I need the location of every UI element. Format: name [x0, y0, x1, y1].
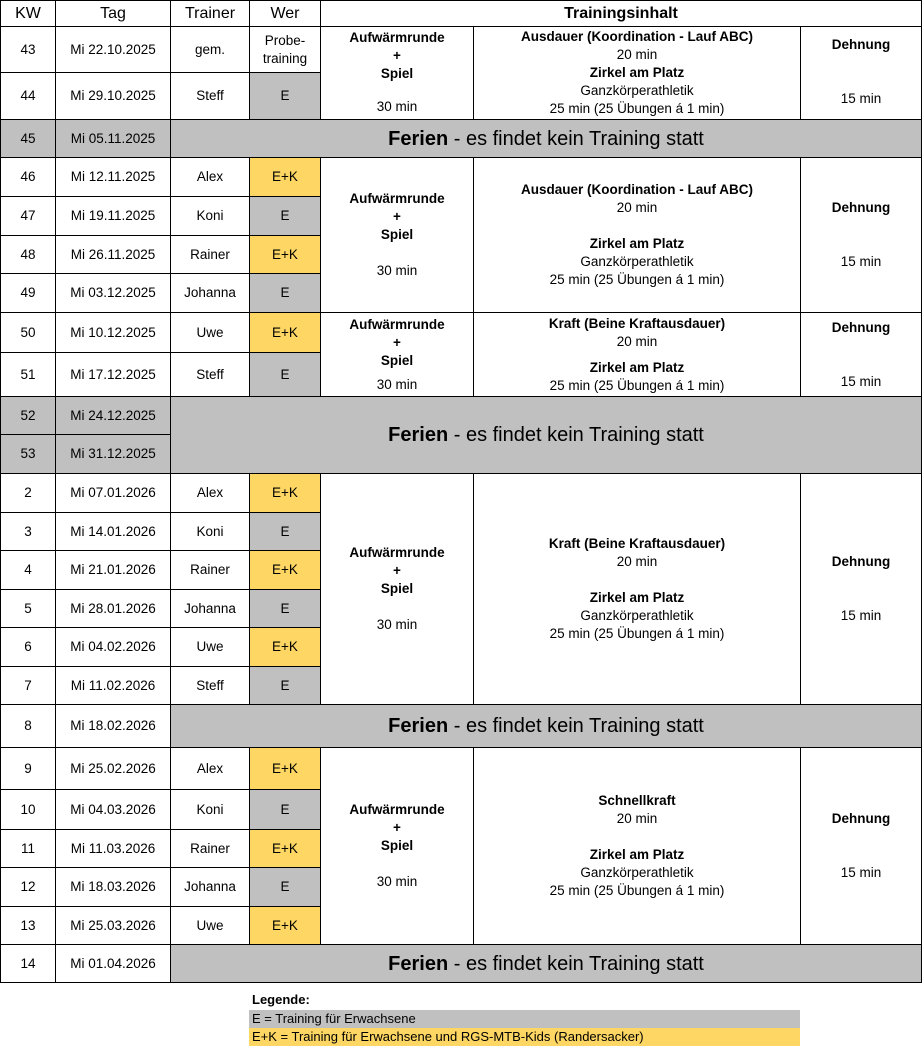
- stretch-duration: 15 min: [840, 373, 882, 389]
- row-kw: 43: [0, 26, 56, 73]
- warmup-game: Spiel: [380, 352, 414, 368]
- holiday-banner: [170, 704, 922, 748]
- row-kw: 12: [0, 867, 56, 907]
- row-wer-badge: E: [249, 72, 321, 120]
- row-wer-badge: E: [249, 867, 321, 907]
- warmup-cell: [320, 26, 474, 120]
- legend-title: Legende:: [252, 992, 310, 1007]
- row-tag: Mi 14.01.2026: [55, 512, 171, 551]
- stretch-duration: 15 min: [840, 254, 882, 269]
- main-focus: Kraft (Beine Kraftausdauer): [548, 315, 726, 331]
- main-content-cell: [473, 26, 801, 120]
- row-wer-badge: E+K: [249, 906, 321, 945]
- row-kw: 14: [0, 944, 56, 983]
- row-trainer: Rainer: [170, 235, 250, 274]
- holiday-label: Ferien: [388, 715, 449, 737]
- row-tag: Mi 18.03.2026: [55, 867, 171, 907]
- stretch-title: Dehnung: [831, 811, 891, 826]
- row-tag: Mi 18.02.2026: [55, 704, 171, 748]
- row-wer-badge: E: [249, 273, 321, 313]
- header-wer: Wer: [249, 0, 321, 27]
- warmup-plus: +: [393, 209, 401, 224]
- holiday-text: - es findet kein Training statt: [448, 424, 704, 446]
- row-wer-badge: E+K: [249, 473, 321, 513]
- row-tag: Mi 11.02.2026: [55, 666, 171, 705]
- stretch-title: Dehnung: [831, 319, 891, 335]
- main-focus-duration: 20 min: [616, 811, 658, 826]
- row-kw: 52: [0, 396, 56, 435]
- row-trainer: Koni: [170, 512, 250, 551]
- circuit-subtitle: Ganzkörperathletik: [580, 254, 694, 269]
- row-trainer: Johanna: [170, 273, 250, 313]
- warmup-duration: 30 min: [376, 376, 418, 392]
- row-wer-badge: E: [249, 512, 321, 551]
- circuit-title: Zirkel am Platz: [589, 236, 685, 251]
- row-wer-badge: E+K: [249, 157, 321, 197]
- row-tag: Mi 31.12.2025: [55, 434, 171, 474]
- row-kw: 46: [0, 157, 56, 197]
- main-content-cell: [473, 312, 801, 397]
- row-wer-badge: E: [249, 589, 321, 628]
- holiday-banner: [170, 396, 922, 474]
- row-wer-badge: E: [249, 352, 321, 397]
- row-trainer: Koni: [170, 196, 250, 236]
- row-wer-badge: E+K: [249, 312, 321, 353]
- row-trainer: Koni: [170, 789, 250, 830]
- main-content-cell: [473, 473, 801, 705]
- main-focus-duration: 20 min: [616, 333, 658, 349]
- row-trainer: Uwe: [170, 312, 250, 353]
- warmup-title: Aufwärmrunde: [349, 545, 445, 560]
- row-wer-badge: E+K: [249, 550, 321, 590]
- row-tag: Mi 24.12.2025: [55, 396, 171, 435]
- holiday-label: Ferien: [388, 127, 449, 150]
- main-focus: Ausdauer (Koordination - Lauf ABC): [521, 182, 753, 197]
- row-kw: 13: [0, 906, 56, 945]
- row-wer-badge: E+K: [249, 829, 321, 868]
- circuit-subtitle: Ganzkörperathletik: [580, 865, 694, 880]
- circuit-title: Zirkel am Platz: [589, 847, 685, 862]
- header-kw: KW: [0, 0, 56, 27]
- row-tag: Mi 17.12.2025: [55, 352, 171, 397]
- warmup-plus: +: [393, 820, 401, 835]
- warmup-cell: [320, 312, 474, 397]
- row-trainer: gem.: [170, 26, 250, 73]
- row-kw: 9: [0, 747, 56, 790]
- row-kw: 6: [0, 627, 56, 667]
- stretch-duration: 15 min: [840, 91, 882, 106]
- main-focus: Schnellkraft: [598, 793, 676, 808]
- row-tag: Mi 29.10.2025: [55, 72, 171, 120]
- row-tag: Mi 19.11.2025: [55, 196, 171, 236]
- circuit-subtitle: Ganzkörperathletik: [580, 608, 694, 623]
- row-kw: 45: [0, 119, 56, 158]
- row-kw: 4: [0, 550, 56, 590]
- row-tag: Mi 26.11.2025: [55, 235, 171, 274]
- row-kw: 8: [0, 704, 56, 748]
- row-trainer: Alex: [170, 157, 250, 197]
- warmup-title: Aufwärmrunde: [349, 191, 445, 206]
- stretch-title: Dehnung: [831, 554, 891, 569]
- stretch-cell: [800, 747, 922, 945]
- main-focus: Kraft (Beine Kraftausdauer): [548, 536, 726, 551]
- row-kw: 49: [0, 273, 56, 313]
- row-trainer: Uwe: [170, 906, 250, 945]
- row-tag: Mi 28.01.2026: [55, 589, 171, 628]
- circuit-title: Zirkel am Platz: [589, 590, 685, 605]
- row-kw: 53: [0, 434, 56, 474]
- warmup-duration: 30 min: [376, 99, 418, 114]
- row-tag: Mi 25.03.2026: [55, 906, 171, 945]
- row-trainer: Alex: [170, 747, 250, 790]
- row-kw: 3: [0, 512, 56, 551]
- row-kw: 5: [0, 589, 56, 628]
- warmup-title: Aufwärmrunde: [349, 30, 445, 45]
- header-trainer: Trainer: [170, 0, 250, 27]
- row-kw: 47: [0, 196, 56, 236]
- legend-ek: E+K = Training für Erwachsene und RGS-MTB-Kids (Randersacker): [249, 1028, 800, 1046]
- row-wer-badge: E: [249, 196, 321, 236]
- holiday-text: - es findet kein Training statt: [448, 715, 704, 737]
- warmup-game: Spiel: [380, 66, 414, 81]
- stretch-cell: [800, 473, 922, 705]
- warmup-duration: 30 min: [376, 263, 418, 278]
- row-trainer: Rainer: [170, 829, 250, 868]
- row-tag: Mi 04.03.2026: [55, 789, 171, 830]
- row-tag: Mi 10.12.2025: [55, 312, 171, 353]
- holiday-banner: [170, 944, 922, 983]
- circuit-duration: 25 min (25 Übungen á 1 min): [549, 272, 725, 287]
- circuit-duration: 25 min (25 Übungen á 1 min): [549, 883, 725, 898]
- warmup-cell: [320, 747, 474, 945]
- row-tag: Mi 11.03.2026: [55, 829, 171, 868]
- main-focus: Ausdauer (Koordination - Lauf ABC): [521, 29, 753, 44]
- warmup-game: Spiel: [380, 227, 414, 242]
- warmup-title: Aufwärmrunde: [349, 316, 445, 332]
- row-wer: Probe- training: [249, 26, 321, 73]
- stretch-title: Dehnung: [831, 37, 891, 52]
- circuit-subtitle: Ganzkörperathletik: [580, 83, 694, 98]
- row-trainer: Steff: [170, 352, 250, 397]
- main-focus-duration: 20 min: [616, 554, 658, 569]
- main-focus-duration: 20 min: [616, 47, 658, 62]
- row-tag: Mi 04.02.2026: [55, 627, 171, 667]
- row-kw: 11: [0, 829, 56, 868]
- row-tag: Mi 12.11.2025: [55, 157, 171, 197]
- row-kw: 50: [0, 312, 56, 353]
- legend-e: E = Training für Erwachsene: [249, 1010, 800, 1028]
- header-tag: Tag: [55, 0, 171, 27]
- warmup-cell: [320, 157, 474, 313]
- row-tag: Mi 03.12.2025: [55, 273, 171, 313]
- row-kw: 51: [0, 352, 56, 397]
- warmup-cell: [320, 473, 474, 705]
- stretch-title: Dehnung: [831, 200, 891, 215]
- row-kw: 48: [0, 235, 56, 274]
- warmup-plus: +: [393, 563, 401, 578]
- holiday-text: - es findet kein Training statt: [448, 952, 704, 975]
- circuit-duration: 25 min (25 Übungen á 1 min): [549, 377, 725, 393]
- row-wer-badge: E: [249, 789, 321, 830]
- holiday-label: Ferien: [388, 952, 449, 975]
- row-trainer: Uwe: [170, 627, 250, 667]
- circuit-duration: 25 min (25 Übungen á 1 min): [549, 101, 725, 116]
- row-trainer: Steff: [170, 666, 250, 705]
- stretch-cell: [800, 157, 922, 313]
- stretch-cell: [800, 26, 922, 120]
- row-trainer: Rainer: [170, 550, 250, 590]
- row-trainer: Alex: [170, 473, 250, 513]
- warmup-title: Aufwärmrunde: [349, 802, 445, 817]
- row-tag: Mi 21.01.2026: [55, 550, 171, 590]
- row-kw: 10: [0, 789, 56, 830]
- holiday-banner: [170, 119, 922, 158]
- holiday-text: - es findet kein Training statt: [448, 127, 704, 150]
- row-tag: Mi 01.04.2026: [55, 944, 171, 983]
- row-kw: 44: [0, 72, 56, 120]
- circuit-duration: 25 min (25 Übungen á 1 min): [549, 626, 725, 641]
- main-content-cell: [473, 157, 801, 313]
- row-trainer: Johanna: [170, 867, 250, 907]
- circuit-title: Zirkel am Platz: [589, 359, 685, 375]
- row-tag: Mi 05.11.2025: [55, 119, 171, 158]
- stretch-duration: 15 min: [840, 608, 882, 623]
- row-wer-badge: E+K: [249, 235, 321, 274]
- circuit-title: Zirkel am Platz: [589, 65, 685, 80]
- row-kw: 2: [0, 473, 56, 513]
- stretch-duration: 15 min: [840, 865, 882, 880]
- warmup-plus: +: [393, 48, 401, 63]
- warmup-duration: 30 min: [376, 617, 418, 632]
- row-tag: Mi 25.02.2026: [55, 747, 171, 790]
- warmup-plus: +: [393, 334, 401, 350]
- warmup-game: Spiel: [380, 838, 414, 853]
- warmup-game: Spiel: [380, 581, 414, 596]
- row-trainer: Steff: [170, 72, 250, 120]
- stretch-cell: [800, 312, 922, 397]
- row-kw: 7: [0, 666, 56, 705]
- row-wer-badge: E+K: [249, 627, 321, 667]
- main-content-cell: [473, 747, 801, 945]
- holiday-label: Ferien: [388, 424, 449, 446]
- warmup-duration: 30 min: [376, 874, 418, 889]
- header-trainingsinhalt: Trainingsinhalt: [320, 0, 922, 27]
- row-tag: Mi 22.10.2025: [55, 26, 171, 73]
- row-wer-badge: E: [249, 666, 321, 705]
- row-tag: Mi 07.01.2026: [55, 473, 171, 513]
- row-trainer: Johanna: [170, 589, 250, 628]
- main-focus-duration: 20 min: [616, 200, 658, 215]
- row-wer-badge: E+K: [249, 747, 321, 790]
